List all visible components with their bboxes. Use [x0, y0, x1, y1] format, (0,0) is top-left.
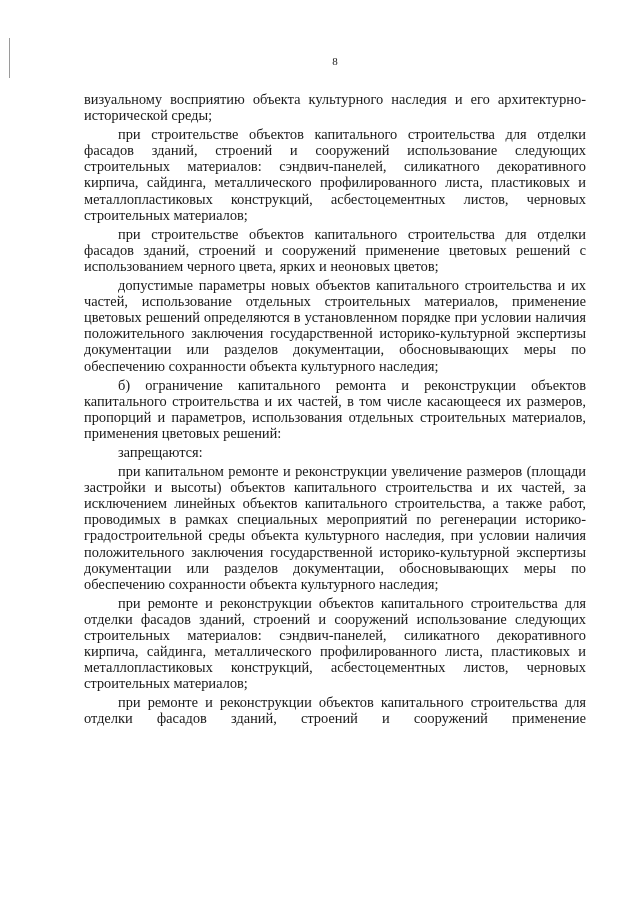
page-number: 8	[332, 56, 338, 68]
paragraph: при строительстве объектов капитального строительства для отделки фасадов зданий, строений и сооружений использование следующих строительных материалов: сэндвич-панелей, силикатного декоративного кирпича, сайдинга, металлического профилированного листа, пластиковых и металлопластиковых конструкций, асбестоцементных листов, черновых строительных материалов;	[84, 127, 586, 224]
paragraph-continuation: визуальному восприятию объекта культурного наследия и его архитектурно-исторической среды;	[84, 92, 586, 125]
paragraph: б) ограничение капитального ремонта и реконструкции объектов капитального строительства и их частей, в том числе касающееся их размеров, пропорций и параметров, использования отдельных строительных материалов, применения цветовых решений:	[84, 377, 586, 442]
paragraph: допустимые параметры новых объектов капитального строительства и их частей, использование отдельных строительных материалов, применение цветовых решений определяются в установленном порядке при условии наличия положительного заключения государственной историко-культурной экспертизы документации или разделов документации, обосновывающих меры по обеспечению сохранности объекта культурного наследия;	[84, 278, 586, 375]
paragraph: при капитальном ремонте и реконструкции увеличение размеров (площади застройки и высоты) объектов капитального строительства и их частей, за исключением линейных объектов капитального строительства, а также работ, проводимых в рамках специальных мероприятий по регенерации историко-градостроительной среды объекта культурного наследия, при условии наличия положительного заключения государственной историко-культурной экспертизы документации или разделов документации, обосновывающих меры по обеспечению сохранности объекта культурного наследия;	[84, 464, 586, 593]
paragraph: запрещаются:	[118, 444, 203, 461]
paragraph-truncated: при ремонте и реконструкции объектов капитального строительства для отделки фасадов зданий, строений и сооружений применение	[84, 695, 586, 728]
paragraph: при ремонте и реконструкции объектов капитального строительства для отделки фасадов зданий, строений и сооружений использование следующих строительных материалов: сэндвич-панелей, силикатного декоративного кирпича, сайдинга, металлического профилированного листа, пластиковых и металлопластиковых конструкций, асбестоцементных листов, черновых строительных материалов;	[84, 595, 586, 693]
paragraph: при строительстве объектов капитального строительства для отделки фасадов зданий, строений и сооружений применение цветовых решений с использованием черного цвета, ярких и неоновых цветов;	[84, 226, 586, 275]
document-body	[84, 92, 586, 731]
